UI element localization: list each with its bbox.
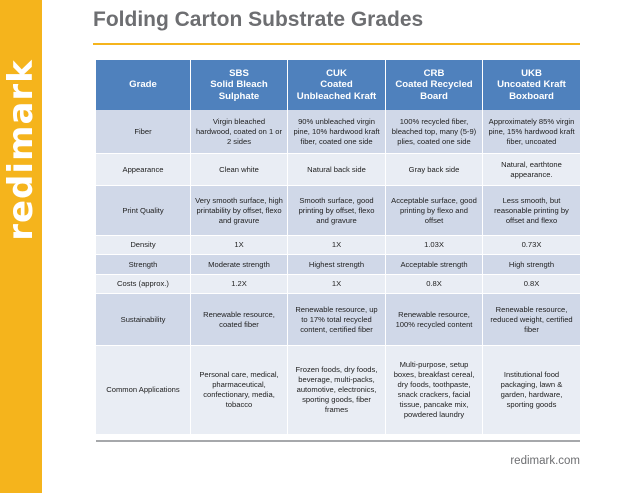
table-cell: Virgin bleached hardwood, coated on 1 or 2 sides bbox=[191, 110, 288, 154]
table-row-appearance bbox=[96, 154, 580, 186]
table-cell: High strength bbox=[483, 255, 580, 275]
grades-table bbox=[96, 60, 580, 435]
row-label: Common Applications bbox=[96, 346, 191, 435]
table-header-row bbox=[96, 60, 580, 110]
table-cell: Renewable resource, reduced weight, certified fiber bbox=[483, 294, 580, 346]
row-label: Fiber bbox=[96, 110, 191, 154]
table-cell: Very smooth surface, high printability by offset, flexo and gravure bbox=[191, 186, 288, 236]
header-line: Coated bbox=[320, 79, 353, 91]
table-cell: Frozen foods, dry foods, beverage, multi-packs, automotive, electronics, sporting goods, fiber frames bbox=[288, 346, 386, 435]
header-line: Grade bbox=[129, 79, 157, 91]
header-sbs bbox=[191, 60, 288, 110]
grades-table-container bbox=[96, 60, 580, 435]
table-cell: Acceptable strength bbox=[386, 255, 483, 275]
table-cell: Renewable resource, up to 17% total recycled content, certified fiber bbox=[288, 294, 386, 346]
table-cell: Multi-purpose, setup boxes, breakfast cereal, dry foods, toothpaste, snack crackers, facial tissue, pancake mix, powdered laundry bbox=[386, 346, 483, 435]
table-cell: 100% recycled fiber, bleached top, many (5-9) plies, coated one side bbox=[386, 110, 483, 154]
table-cell: Highest strength bbox=[288, 255, 386, 275]
table-row-costs bbox=[96, 275, 580, 294]
table-cell: 1.03X bbox=[386, 236, 483, 255]
header-line: Sulphate bbox=[218, 90, 260, 102]
table-cell: 1X bbox=[191, 236, 288, 255]
website-url[interactable]: redimark.com bbox=[510, 455, 580, 467]
table-cell: Renewable resource, coated fiber bbox=[191, 294, 288, 346]
table-row-fiber bbox=[96, 110, 580, 154]
row-label: Costs (approx.) bbox=[96, 275, 191, 294]
row-label: Density bbox=[96, 236, 191, 255]
table-row-density bbox=[96, 236, 580, 255]
header-line: Board bbox=[420, 90, 448, 102]
title-underline bbox=[93, 43, 580, 45]
table-cell: Moderate strength bbox=[191, 255, 288, 275]
row-label: Print Quality bbox=[96, 186, 191, 236]
table-cell: 1X bbox=[288, 236, 386, 255]
header-line: CRB bbox=[423, 67, 445, 79]
table-cell: Clean white bbox=[191, 154, 288, 186]
table-cell: Renewable resource, 100% recycled content bbox=[386, 294, 483, 346]
header-line: Boxboard bbox=[509, 90, 554, 102]
header-ukb bbox=[483, 60, 580, 110]
brand-logo-text: redimark bbox=[1, 59, 41, 241]
row-label: Sustainability bbox=[96, 294, 191, 346]
header-line: CUK bbox=[326, 67, 347, 79]
table-cell: Less smooth, but reasonable printing by offset and flexo bbox=[483, 186, 580, 236]
table-cell: Approximately 85% virgin pine, 15% hardwood kraft fiber, uncoated bbox=[483, 110, 580, 154]
header-line: Unbleached Kraft bbox=[296, 90, 377, 102]
table-row-common-applications bbox=[96, 346, 580, 435]
table-cell: 0.8X bbox=[483, 275, 580, 294]
page-title: Folding Carton Substrate Grades bbox=[93, 8, 424, 31]
header-line: UKB bbox=[521, 67, 542, 79]
table-cell: Acceptable surface, good printing by flexo and offset bbox=[386, 186, 483, 236]
header-line: Uncoated Kraft bbox=[497, 79, 566, 91]
header-cuk bbox=[288, 60, 386, 110]
table-cell: Natural, earthtone appearance. bbox=[483, 154, 580, 186]
header-crb bbox=[386, 60, 483, 110]
table-cell: 1.2X bbox=[191, 275, 288, 294]
header-line: SBS bbox=[229, 67, 249, 79]
table-cell: Gray back side bbox=[386, 154, 483, 186]
header-line: Solid Bleach bbox=[210, 79, 268, 91]
brand-sidebar bbox=[0, 0, 42, 493]
header-grade bbox=[96, 60, 191, 110]
table-cell: 1X bbox=[288, 275, 386, 294]
table-row-strength bbox=[96, 255, 580, 275]
table-cell: 0.73X bbox=[483, 236, 580, 255]
table-cell: Institutional food packaging, lawn & garden, hardware, sporting goods bbox=[483, 346, 580, 435]
table-cell: 90% unbleached virgin pine, 10% hardwood kraft fiber, coated one side bbox=[288, 110, 386, 154]
table-cell: Personal care, medical, pharmaceutical, confectionary, media, tobacco bbox=[191, 346, 288, 435]
table-row-print-quality bbox=[96, 186, 580, 236]
header-line: Coated Recycled bbox=[395, 79, 473, 91]
row-label: Strength bbox=[96, 255, 191, 275]
table-cell: Natural back side bbox=[288, 154, 386, 186]
table-row-sustainability bbox=[96, 294, 580, 346]
table-cell: 0.8X bbox=[386, 275, 483, 294]
table-bottom-rule bbox=[96, 440, 580, 442]
row-label: Appearance bbox=[96, 154, 191, 186]
table-cell: Smooth surface, good printing by offset, flexo and gravure bbox=[288, 186, 386, 236]
